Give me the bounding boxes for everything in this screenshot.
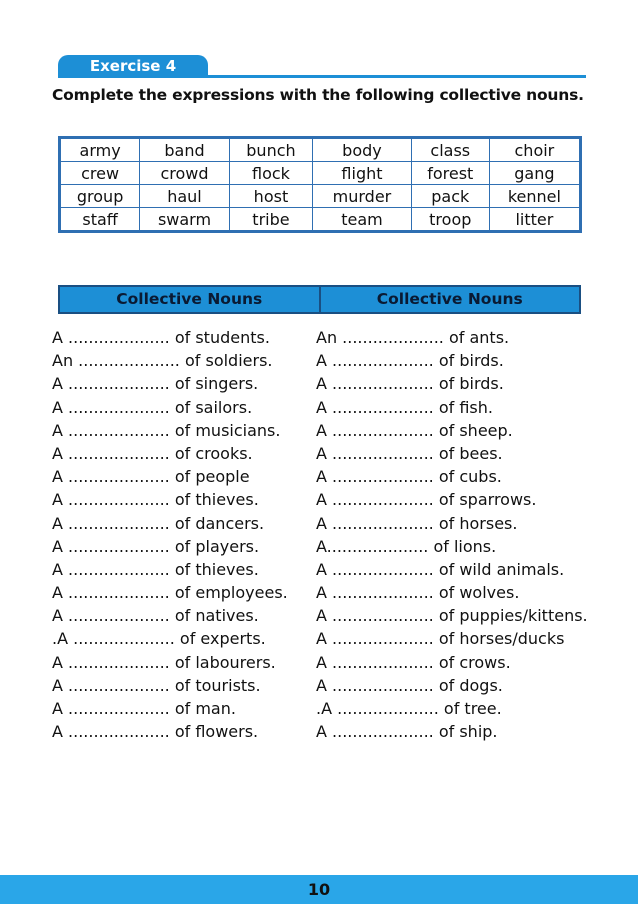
word-bank-cell: swarm (140, 208, 230, 232)
word-bank-cell: band (140, 138, 230, 162)
exercise-item: A .................... of fish. (316, 397, 493, 417)
exercise-item: A .................... of dogs. (316, 675, 503, 695)
word-bank-row (60, 162, 581, 185)
exercise-item: A .................... of labourers. (52, 652, 276, 672)
exercise-item: A .................... of crows. (316, 652, 511, 672)
word-bank-cell: team (313, 208, 412, 232)
page-number: 10 (307, 880, 331, 899)
exercise-item: A .................... of thieves. (52, 559, 259, 579)
exercise-item: A .................... of students. (52, 328, 270, 347)
word-bank-cell: troop (411, 208, 489, 232)
word-bank-cell: bunch (229, 138, 312, 162)
word-bank-cell: crew (60, 162, 140, 185)
exercise-item: A .................... of crooks. (52, 443, 253, 463)
exercise-item: A .................... of tourists. (52, 675, 261, 695)
exercise-item: An .................... of soldiers. (52, 351, 273, 371)
exercise-item: A .................... of cubs. (316, 467, 502, 487)
exercise-item: .A .................... of experts. (52, 629, 266, 649)
word-bank-cell: murder (313, 185, 412, 208)
word-bank-cell: tribe (229, 208, 312, 232)
word-bank-row (60, 138, 581, 162)
exercise-item: A .................... of sheep. (316, 420, 513, 440)
word-bank-cell: group (60, 185, 140, 208)
word-bank-cell: staff (60, 208, 140, 232)
exercise-item: A .................... of man. (52, 699, 236, 718)
word-bank-cell: army (60, 138, 140, 162)
exercise-item: A .................... of musicians. (52, 420, 281, 440)
exercise-underline (58, 75, 586, 78)
exercise-item: A .................... of employees. (52, 583, 288, 603)
page-footer (0, 875, 638, 904)
word-bank-cell: gang (489, 162, 580, 185)
word-bank-row (60, 208, 581, 232)
exercise-item: A .................... of dancers. (52, 513, 265, 533)
exercise-item: .A .................... of tree. (316, 699, 502, 718)
exercise-item: A .................... of wild animals. (316, 559, 565, 579)
exercise-item: A .................... of bees. (316, 443, 503, 463)
exercise-item: A .................... of horses. (316, 513, 518, 533)
exercise-item: A .................... of flowers. (52, 722, 259, 742)
word-bank-cell: crowd (140, 162, 230, 185)
word-bank-row (60, 185, 581, 208)
right-exercise-column (316, 326, 588, 743)
left-column-header: Collective Nouns (60, 287, 321, 312)
word-bank-table (58, 136, 582, 233)
exercise-item: A .................... of puppies/kittens. (316, 606, 588, 626)
collective-nouns-header (58, 285, 581, 314)
word-bank-cell: litter (515, 209, 554, 229)
exercise-item: An .................... of ants. (316, 328, 510, 347)
exercise-item: A .................... of thieves. (52, 490, 259, 510)
word-bank-cell: haul (140, 185, 230, 208)
exercise-heading (58, 55, 586, 81)
word-bank-cell: kennel (489, 185, 580, 208)
exercise-item: A .................... of players. (52, 536, 260, 556)
exercise-title: Exercise 4 (58, 55, 208, 75)
word-bank-cell: body (313, 138, 412, 162)
exercise-item: A .................... of sparrows. (316, 490, 537, 510)
instruction-text: Complete the expressions with the following collective nouns. (52, 86, 584, 104)
exercise-item: A .................... of wolves. (316, 583, 520, 603)
word-bank-cell: flight (313, 162, 412, 185)
exercise-item: A .................... of singers. (52, 374, 259, 394)
exercise-item: A .................... of ship. (316, 722, 498, 742)
word-bank-cell: class (411, 138, 489, 162)
word-bank-cell: host (229, 185, 312, 208)
exercise-item: A .................... of birds. (316, 374, 504, 394)
word-bank-cell: flock (229, 162, 312, 185)
exercise-item: A .................... of birds. (316, 351, 504, 371)
word-bank-cell: choir (489, 138, 580, 162)
exercise-item: A.................... of lions. (316, 536, 497, 556)
exercise-item: A .................... of natives. (52, 606, 259, 626)
right-column-header: Collective Nouns (376, 290, 523, 308)
word-bank-cell: forest (411, 162, 489, 185)
exercise-item: A .................... of horses/ducks (316, 629, 565, 649)
left-exercise-column (52, 326, 288, 743)
exercise-item: A .................... of people (52, 467, 250, 487)
exercise-item: A .................... of sailors. (52, 397, 253, 417)
word-bank-cell: pack (411, 185, 489, 208)
